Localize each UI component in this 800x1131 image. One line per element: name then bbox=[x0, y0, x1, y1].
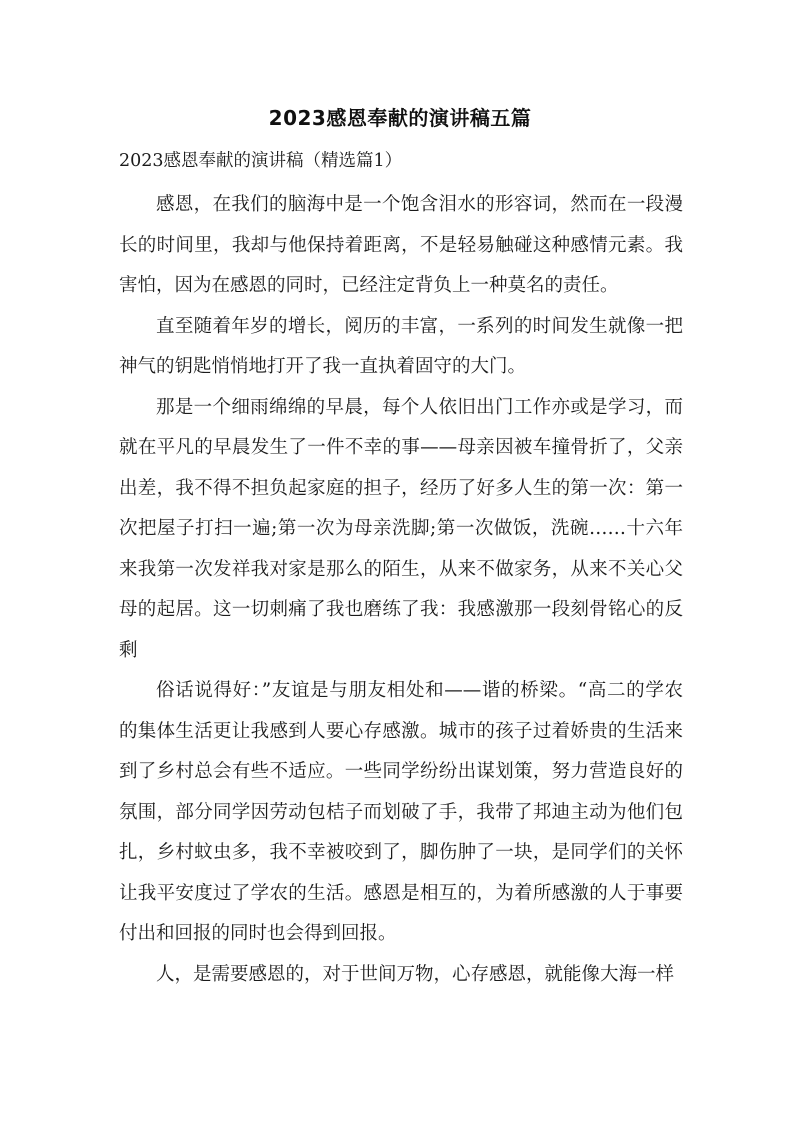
section-heading: 2023感恩奉献的演讲稿（精选篇1） bbox=[119, 151, 403, 171]
paragraph-5: 人，是需要感恩的，对于世间万物，心存感恩，就能像大海一样 bbox=[156, 963, 675, 985]
paragraph-3: 那是一个细雨绵绵的早晨，每个人依旧出门工作亦或是学习，而就在平凡的早晨发生了一件不幸的事——母亲因被车撞骨折了，父亲出差，我不得不担负起家庭的担子，经历了好多人生的第一次：第一次把屋子打扫一遍;第一次为母亲洗脚;第一次做饭，洗碗……十六年来我第一次发祥我对家是那么的陌生，从来不做家务，从来不关心父母的起居。这一切刺痛了我也磨练了我：我感激那一段刻骨铭心的反剩 bbox=[119, 396, 683, 661]
paragraph-1: 感恩，在我们的脑海中是一个饱含泪水的形容词，然而在一段漫长的时间里，我却与他保持着距离，不是轻易触碰这种感情元素。我害怕，因为在感恩的同时，已经注定背负上一种莫名的责任。 bbox=[119, 194, 683, 296]
paragraph-2: 直至随着年岁的增长，阅历的丰富，一系列的时间发生就像一把神气的钥匙悄悄地打开了我一直执着固守的大门。 bbox=[119, 315, 683, 377]
document-title: 2023感恩奉献的演讲稿五篇 bbox=[268, 106, 532, 130]
paragraph-4: 俗话说得好：”友谊是与朋友相处和——谐的桥梁。“高二的学农的集体生活更让我感到人要心存感激。城市的孩子过着娇贵的生活来到了乡村总会有些不适应。一些同学纷纷出谋划策，努力营造良好的氛围，部分同学因劳动包桔子而划破了手，我带了邦迪主动为他们包扎，乡村蚊虫多，我不幸被咬到了，脚伤肿了一块，是同学们的关怀让我平安度过了学农的生活。感恩是相互的，为着所感激的人于事要付出和回报的同时也会得到回报。 bbox=[119, 680, 683, 944]
document-body bbox=[119, 185, 683, 995]
